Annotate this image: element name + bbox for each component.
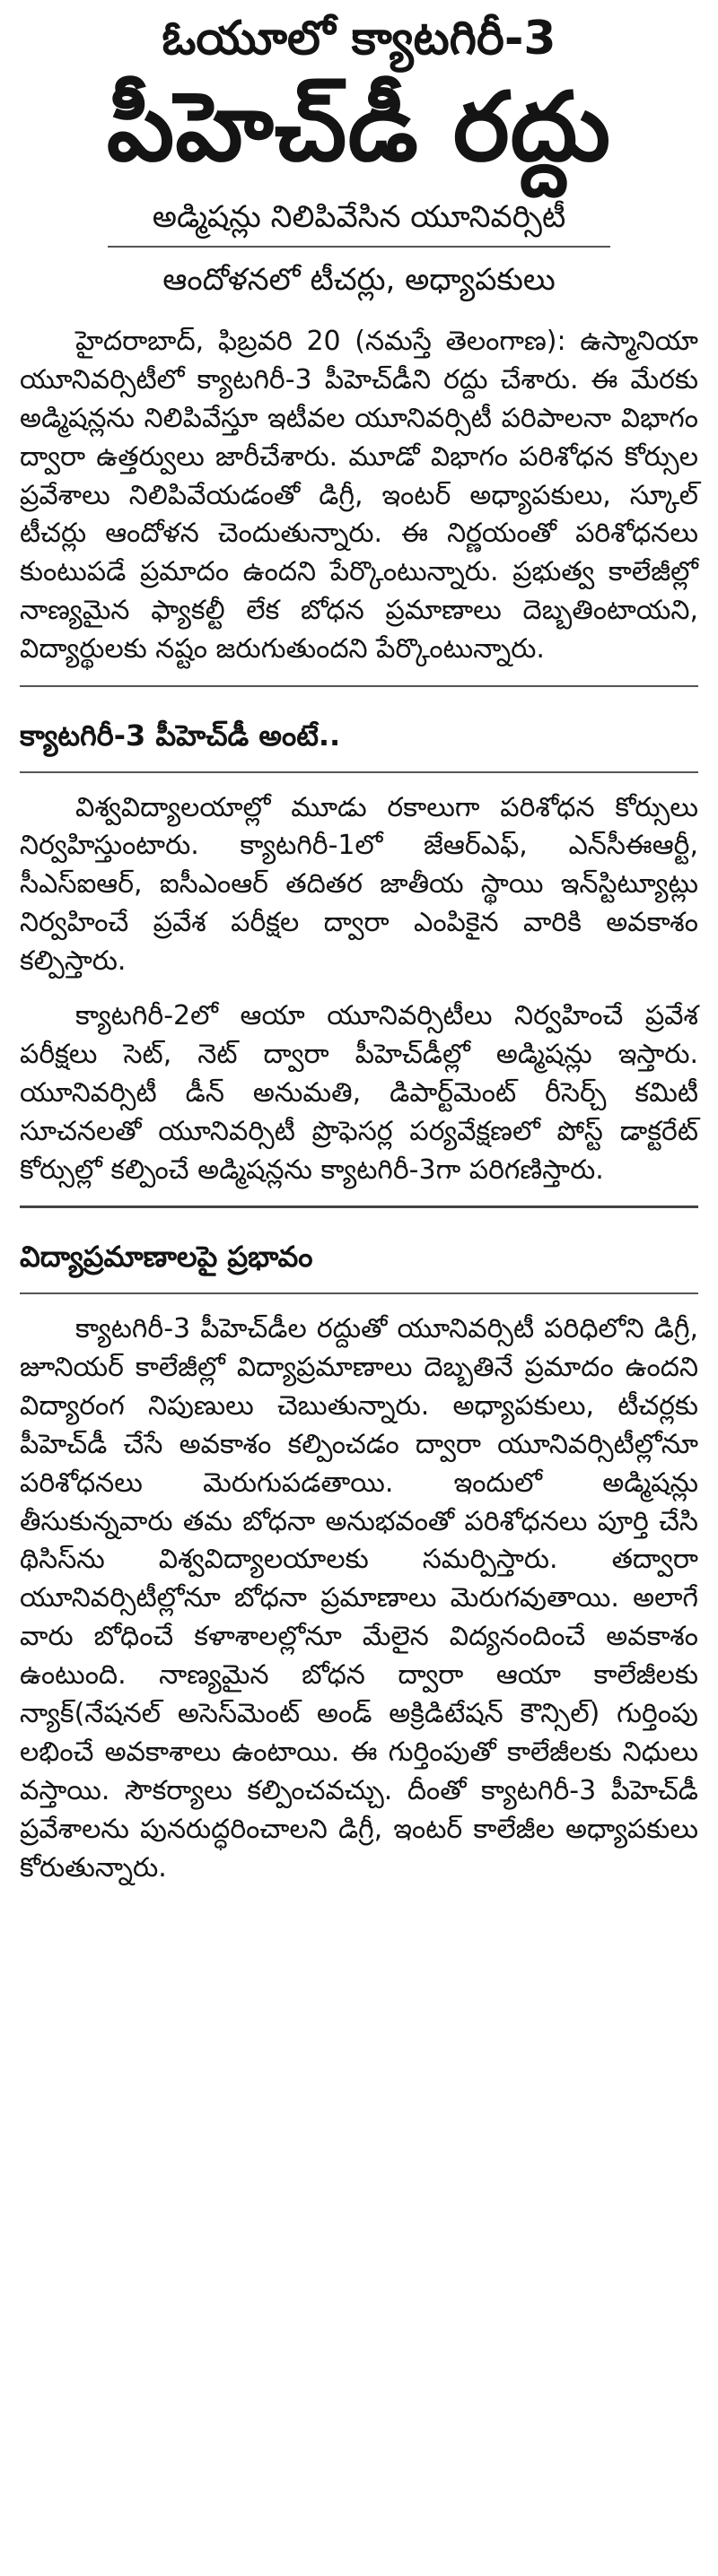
- body-paragraph: విశ్వవిద్యాలయాల్లో మూడు రకాలుగా పరిశోధన కోర్సులు నిర్వహిస్తుంటారు. క్యాటగిరీ-1లో జేఆర్ఎఫ్, ఎన్‌సీఈఆర్టీ, సీఎస్ఐఆర్, ఐసీఎంఆర్ తదితర జాతీయ స్థాయి ఇన్‌స్టిట్యూట్లు నిర్వహించే ప్రవేశ పరీక్షల ద్వారా ఎంపికైన వారికి అవకాశం కల్పిస్తారు.: [20, 791, 698, 978]
- lead-paragraph: హైదరాబాద్, ఫిబ్రవరి 20 (నమస్తే తెలంగాణ): ఉస్మానియా యూనివర్సిటీలో క్యాటగిరీ-3 పీహెచ్‌డీని రద్దు చేశారు. ఈ మేరకు అడ్మిషన్లను నిలిపివేస్తూ ఇటీవల యూనివర్సిటీ పరిపాలనా విభాగం ద్వారా ఉత్తర్వులు జారీచేశారు. మూడో విభాగం పరిశోధన కోర్సుల ప్రవేశాలు నిలిపివేయడంతో డిగ్రీ, ఇంటర్ అధ్యాపకులు, స్కూల్ టీచర్లు ఆందోళన చెందుతున్నారు. ఈ నిర్ణయంతో పరిశోధనలు కుంటుపడే ప్రమాదం ఉందని పేర్కొంటున్నారు. ప్రభుత్వ కాలేజీల్లో నాణ్యమైన ఫ్యాకల్టీ లేక బోధన ప్రమాణాలు దెబ్బతింటాయని, విద్యార్థులకు నష్టం జరుగుతుందని పేర్కొంటున్నారు.: [20, 325, 698, 666]
- article-kicker: ఓయూలో క్యాటగిరీ-3: [162, 12, 556, 65]
- article-subhead-concern: ఆందోళనలో టీచర్లు, అధ్యాపకులు: [162, 261, 556, 298]
- section-divider: [20, 1205, 698, 1208]
- body-paragraph: క్యాటగిరీ-3 పీహెచ్‌డీల రద్దుతో యూనివర్సిటీ పరిధిలోని డిగ్రీ, జూనియర్ కాలేజీల్లో విద్యాప్రమాణాలు దెబ్బతినే ప్రమాదం ఉందని విద్యారంగ నిపుణులు చెబుతున్నారు. అధ్యాపకులు, టీచర్లకు పీహెచ్‌డీ చేసే అవకాశం కల్పించడం ద్వారా యూనివర్సిటీల్లోనూ పరిశోధనలు మెరుగుపడతాయి. ఇందులో అడ్మిషన్లు తీసుకున్నవారు తమ బోధనా అనుభవంతో పరిశోధనలు పూర్తి చేసి థిసిస్‌ను విశ్వవిద్యాలయాలకు సమర్పిస్తారు. తద్వారా యూనివర్సిటీల్లోనూ బోధనా ప్రమాణాలు మెరుగవుతాయి. అలాగే వారు బోధించే కళాశాలల్లోనూ మేలైన విద్యనందించే అవకాశం ఉంటుంది. నాణ్యమైన బోధన ద్వారా ఆయా కాలేజీలకు న్యాక్(నేషనల్ అసెస్‌మెంట్ అండ్ అక్రిడిటేషన్ కౌన్సిల్) గుర్తింపు లభించే అవకాశాలు ఉంటాయి. ఈ గుర్తింపుతో కాలేజీలకు నిధులు వస్తాయి. సౌకర్యాలు కల్పించవచ్చు. దీంతో క్యాటగిరీ-3 పీహెచ్‌డీ ప్రవేశాలను పునరుద్ధరించాలని డిగ్రీ, ఇంటర్ కాలేజీల అధ్యాపకులు కోరుతున్నారు.: [20, 1313, 698, 1884]
- section-divider: [20, 771, 698, 773]
- article-headline: పీహెచ్‌డీ రద్దు: [106, 72, 612, 183]
- section-heading-category3: క్యాటగిరీ-3 పీహెచ్‌డీ అంటే..: [20, 718, 341, 753]
- section-divider: [20, 1292, 698, 1294]
- body-paragraph: క్యాటగిరీ-2లో ఆయా యూనివర్సిటీలు నిర్వహించే ప్రవేశ పరీక్షలు సెట్, నెట్ ద్వారా పీహెచ్‌డీల్లో అడ్మిషన్లు ఇస్తారు. యూనివర్సిటీ డీన్ అనుమతి, డిపార్ట్‌మెంట్ రీసెర్చ్ కమిటీ సూచనలతో యూనివర్సిటీ ప్రొఫెసర్ల పర్యవేక్షణలో పోస్ట్ డాక్టరేట్ కోర్సుల్లో కల్పించే అడ్మిషన్లను క్యాటగిరీ-3గా పరిగణిస్తారు.: [20, 1000, 698, 1186]
- section-heading-impact: విద్యాప్రమాణాలపై ప్రభావం: [20, 1240, 313, 1275]
- section-divider: [20, 685, 698, 687]
- article-subhead-admissions: అడ్మిషన్లు నిలిపివేసిన యూనివర్సిటీ: [108, 197, 610, 248]
